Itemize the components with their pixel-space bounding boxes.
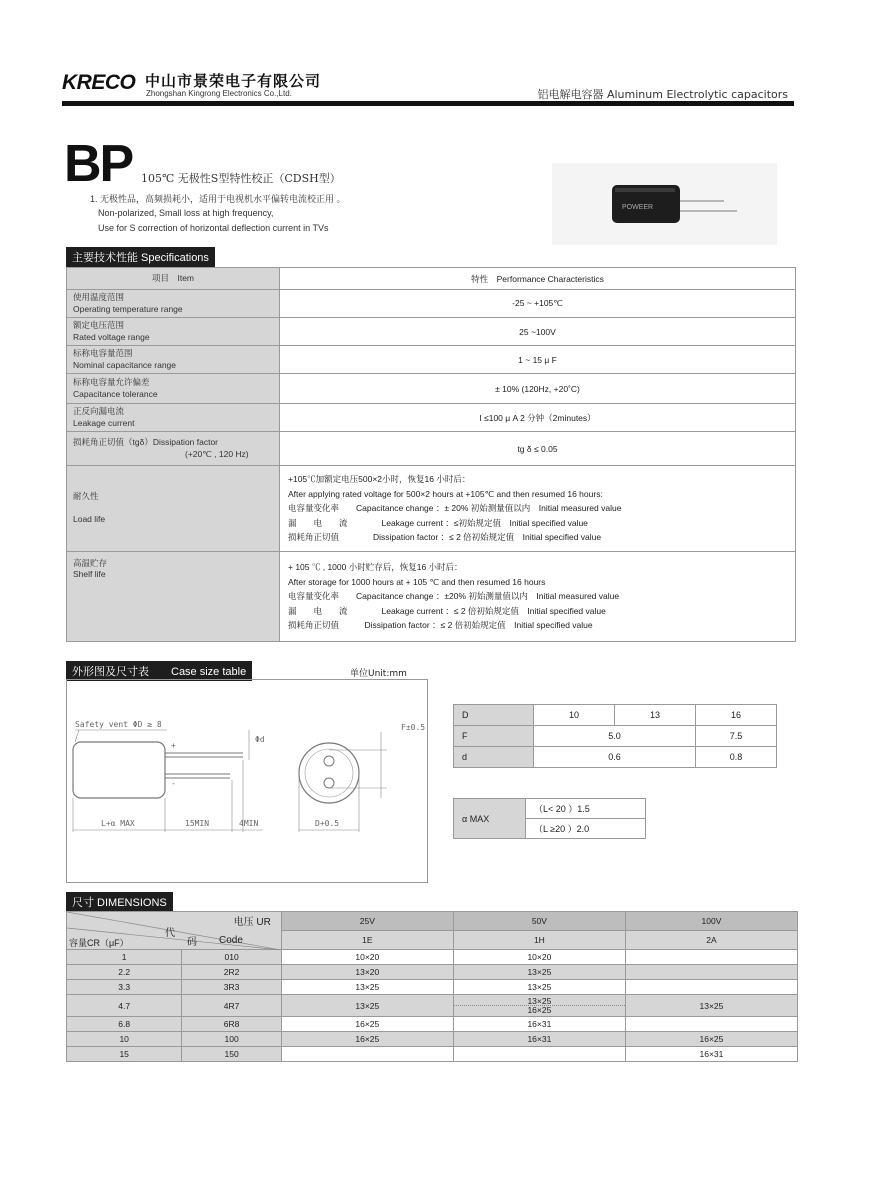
capacitance-header: 容量CR（μF）: [69, 938, 129, 948]
alpha-row: （L< 20 ）1.5: [526, 799, 646, 819]
table-row: [67, 980, 798, 995]
series-code: BP: [64, 135, 133, 193]
code-cell: 3R3: [182, 980, 281, 995]
lead-dimension-table: [453, 704, 777, 768]
product-category: 铝电解电容器 Aluminum Electrolytic capacitors: [537, 88, 788, 101]
feature-line-1: 1. 无极性品，高频损耗小，适用于电视机水平偏转电流校正用 。: [90, 194, 346, 204]
capacitor-print: POWEER: [622, 204, 654, 211]
cap-cell: 4.7: [67, 995, 182, 1017]
voltage-25v: 25V: [281, 912, 453, 931]
spec-value: 1 ~ 15 μ F: [280, 346, 796, 374]
spec-label-shelf-life: 高温贮存 Shelf life: [67, 552, 280, 642]
cap-cell: 6.8: [67, 1017, 182, 1032]
cap-cell: 10: [67, 1032, 182, 1047]
capacitor-image: [552, 163, 777, 245]
table-row: [67, 965, 798, 980]
dimensions-table: [66, 911, 798, 1062]
dim-header-corner: [67, 912, 282, 950]
size-cell: 10×20: [281, 950, 453, 965]
cap-cell: 3.3: [67, 980, 182, 995]
code-cell: 010: [182, 950, 281, 965]
load-life-conditions: +105℃加额定电压500×2小时，恢复16 小时后： After applying rated voltage for 500×2 hours at +105℃ and then resumed 16 hours: 电容量变化率 Capacitance change ：± 20% 初始测量值以内 Initial measured value 漏 电 流 Leakage current ：≤初始规定值 Initial specified value 损耗角正切值 Dissipation factor ：≤ 2 倍初始规定值 Initial specified value: [280, 466, 796, 552]
spec-value: tg δ ≤ 0.05: [280, 432, 796, 466]
brand-logo: KRECO: [62, 71, 136, 94]
cap-cell: 1: [67, 950, 182, 965]
diameter-label: D+0.5: [315, 819, 340, 828]
specs-section-title: 主要技术性能 Specifications: [66, 247, 215, 267]
spec-col-item: 项目 Item: [67, 268, 280, 290]
spec-label: 标称电容量范围 Nominal capacitance range: [67, 346, 280, 374]
minus-sign: -: [171, 779, 176, 788]
size-cell-double: 13×25 16×25: [453, 995, 625, 1017]
cap-cell: 2.2: [67, 965, 182, 980]
dim-cell: 10: [534, 705, 615, 726]
spec-value: ± 10% (120Hz, +20˚C): [280, 374, 796, 404]
dim-cell: 16: [696, 705, 777, 726]
unit-label: 单位Unit:mm: [350, 669, 407, 679]
min15-label: 15MIN: [185, 819, 210, 828]
shelf-life-conditions: + 105 ℃ , 1000 小时贮存后，恢复16 小时后： After storage for 1000 hours at + 105 ℃ and then resumed 16 hours 电容量变化率 Capacitance change ：±20% 初始测量值以内 Initial measured value 漏 电 流 Leakage current ：≤ 2 倍初始规定值 Initial specified value 损耗角正切值 Dissipation factor ：≤ 2 倍初始规定值 Initial specified value: [280, 552, 796, 642]
spec-label: 额定电压范围 Rated voltage range: [67, 318, 280, 346]
dimensions-section-title: 尺寸 DIMENSIONS: [66, 892, 173, 912]
dim-cell: 7.5: [696, 726, 777, 747]
voltage-header: 电压 UR: [233, 917, 271, 928]
size-cell: 16×31: [453, 1017, 625, 1032]
alpha-row: （L ≥20 ）2.0: [526, 819, 646, 839]
spec-col-perf: 特性 Performance Characteristics: [280, 268, 796, 290]
dimension-drawing: [67, 680, 427, 882]
code-cell: 4R7: [182, 995, 281, 1017]
voltage-50v: 50V: [453, 912, 625, 931]
size-cell: 16×31: [625, 1047, 797, 1062]
safety-vent-label: Safety vent ΦD ≥ 8: [75, 720, 162, 729]
dim-cell: 0.8: [696, 747, 777, 768]
table-row: [67, 950, 798, 965]
table-row: [67, 995, 798, 1017]
dim-label: F: [454, 726, 534, 747]
spec-value: 25 ~100V: [280, 318, 796, 346]
code-cell: 6R8: [182, 1017, 281, 1032]
size-cell: [625, 950, 797, 965]
dim-label: d: [454, 747, 534, 768]
code-2a: 2A: [625, 931, 797, 950]
dim-cell: 13: [615, 705, 696, 726]
company-name-cn: 中山市景荣电子有限公司: [145, 72, 322, 90]
size-cell: 16×31: [453, 1032, 625, 1047]
spec-label: 损耗角正切值（tgδ）Dissipation factor (+20℃ , 120 Hz): [67, 432, 280, 466]
size-cell: 16×25: [281, 1032, 453, 1047]
size-cell: [453, 1047, 625, 1062]
code-1h: 1H: [453, 931, 625, 950]
size-cell: [281, 1047, 453, 1062]
feature-line-2: Non-polarized, Small loss at high frequency,: [98, 208, 274, 218]
code-cell: 150: [182, 1047, 281, 1062]
specifications-table: [66, 267, 796, 642]
size-cell: 13×25: [281, 980, 453, 995]
size-cell: 13×25: [625, 995, 797, 1017]
pitch-label: F±0.5: [401, 723, 426, 732]
alpha-max-label: α MAX: [454, 799, 526, 839]
plus-sign: +: [171, 741, 176, 750]
size-cell: 13×25: [453, 965, 625, 980]
code-header-a: 代: [165, 928, 175, 939]
spec-value: -25 ~ +105℃: [280, 290, 796, 318]
feature-line-3: Use for S correction of horizontal deflection current in TVs: [98, 223, 329, 233]
code-cell: 2R2: [182, 965, 281, 980]
spec-value: I ≤100 μ A 2 分钟（2minutes）: [280, 404, 796, 432]
code-header-b: 码: [187, 937, 197, 948]
cap-cell: 15: [67, 1047, 182, 1062]
code-header-en: Code: [219, 935, 243, 946]
series-subtitle: 105℃ 无极性S型特性校正（CDSH型）: [141, 172, 341, 185]
lead-diameter-label: Φd: [255, 735, 265, 744]
dim-cell: 0.6: [534, 747, 696, 768]
code-1e: 1E: [281, 931, 453, 950]
code-cell: 100: [182, 1032, 281, 1047]
spec-label: 标称电容量允许偏差 Capacitance tolerance: [67, 374, 280, 404]
size-cell: [625, 980, 797, 995]
spec-label-load-life: 耐久性 Load life: [67, 466, 280, 552]
company-name-en: Zhongshan Kingrong Electronics Co.,Ltd.: [146, 89, 292, 98]
size-cell: 13×25: [281, 995, 453, 1017]
header-rule: [62, 101, 794, 106]
table-row: [67, 1017, 798, 1032]
size-cell: 16×25: [625, 1032, 797, 1047]
table-row: [67, 1032, 798, 1047]
case-section-title: 外形图及尺寸表 Case size table: [66, 661, 252, 681]
size-cell: [625, 965, 797, 980]
voltage-100v: 100V: [625, 912, 797, 931]
size-cell: 13×25: [453, 980, 625, 995]
size-cell: 16×25: [281, 1017, 453, 1032]
size-cell: 10×20: [453, 950, 625, 965]
spec-label: 正反向漏电流 Leakage current: [67, 404, 280, 432]
min4-label: 4MIN: [239, 819, 259, 828]
spec-label: 使用温度范围 Operating temperature range: [67, 290, 280, 318]
dim-cell: 5.0: [534, 726, 696, 747]
dim-label: D: [454, 705, 534, 726]
product-photo: [552, 163, 777, 245]
length-label: L+α MAX: [101, 819, 135, 828]
size-cell: 13×20: [281, 965, 453, 980]
table-row: [67, 1047, 798, 1062]
size-cell: [625, 1017, 797, 1032]
case-drawing-box: [66, 679, 428, 883]
alpha-max-table: [453, 798, 646, 839]
